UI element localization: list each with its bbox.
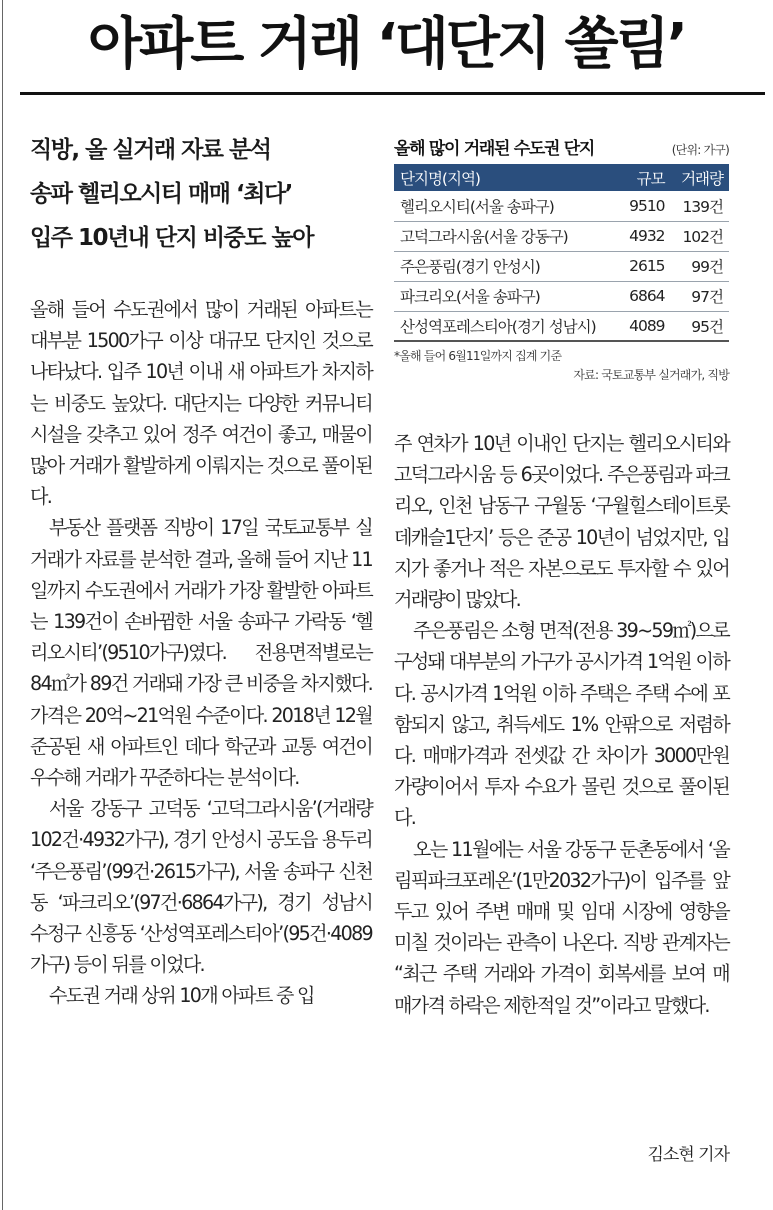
- stats-infobox: [394, 134, 729, 384]
- table-row: [394, 281, 729, 311]
- cell-size: 4089: [619, 311, 670, 341]
- column-header-size: 규모: [619, 164, 670, 191]
- infobox-unit: (단위: 가구): [671, 143, 729, 157]
- article-paragraph: 부동산 플랫폼 직방이 17일 국토교통부 실거래가 자료를 분석한 결과, 올해 들어 지난 11일까지 수도권에서 거래가 가장 활발한 아파트는 139건이 손바뀜한 서울 송파구 가락동 ‘헬리오시티’(9510가구)였다. 전용면적별로는 84㎡가 89건 거래돼 가장 큰 비중을 차지했다. 가격은 20억~21억원 수준이다. 2018년 12월 준공된 새 아파트인 데다 학군과 교통 여건이 우수해 거래가 꾸준하다는 분석이다.: [30, 516, 372, 790]
- table-row: [394, 191, 729, 221]
- page-left-rule: [2, 0, 3, 1210]
- infobox-source: 자료: 국토교통부 실거래가, 직방: [573, 368, 729, 382]
- table-row: [394, 221, 729, 251]
- stats-table: [394, 164, 729, 342]
- headline-divider: [20, 92, 765, 95]
- article-paragraph: 주은풍림은 소형 면적(전용 39~59㎡)으로 구성돼 대부분의 가구가 공시가격 1억원 이하다. 공시가격 1억원 이하 주택은 주택 수에 포함되지 않고, 취득세도 1% 안팎으로 저렴하다. 매매가격과 전셋값 간 차이가 3000만원가량이어서 투자 수요가 몰린 것으로 풀이된다.: [394, 619, 729, 830]
- article-paragraph: 올해 들어 수도권에서 많이 거래된 아파트는 대부분 1500가구 이상 대규모 단지인 것으로 나타났다. 입주 10년 이내 새 아파트가 차지하는 비중도 높았다. 대단지는 다양한 커뮤니티 시설을 갖추고 있어 정주 여건이 좋고, 매물이 많아 거래가 활발하게 이뤄지는 것으로 풀이된다.: [30, 298, 372, 509]
- cell-name: 고덕그라시움(서울 강동구): [394, 221, 619, 251]
- cell-name: 헬리오시티(서울 송파구): [394, 191, 619, 221]
- subheads: [30, 128, 370, 260]
- cell-volume: 95건: [671, 311, 729, 341]
- table-header-row: [394, 164, 729, 191]
- article-column-right: [394, 428, 729, 1021]
- subhead-2: 송파 헬리오시티 매매 ‘최다’: [30, 181, 292, 207]
- cell-size: 2615: [619, 251, 670, 281]
- infobox-header: [394, 134, 729, 164]
- cell-size: 4932: [619, 221, 670, 251]
- cell-volume: 99건: [671, 251, 729, 281]
- cell-name: 산성역포레스티아(경기 성남시): [394, 311, 619, 341]
- infobox-footnote: *올해 들어 6월11일까지 집계 기준: [394, 349, 562, 363]
- article-paragraph: 수도권 거래 상위 10개 아파트 중 입: [49, 984, 314, 1008]
- article-column-left: [30, 294, 372, 1012]
- subhead-1: 직방, 올 실거래 자료 분석: [30, 137, 271, 163]
- cell-volume: 102건: [671, 221, 729, 251]
- article-paragraph: 오는 11월에는 서울 강동구 둔촌동에서 ‘올림픽파크포레온’(1만2032가구)이 입주를 앞두고 있어 주변 매매 및 임대 시장에 영향을 미칠 것이라는 관측이 나온다. 직방 관계자는 “최근 주택 거래와 가격이 회복세를 보여 매매가격 하락은 제한적일 것”이라고 말했다.: [394, 837, 729, 1017]
- subhead-3: 입주 10년내 단지 비중도 높아: [30, 225, 313, 251]
- column-header-volume: 거래량: [671, 164, 729, 191]
- cell-size: 6864: [619, 281, 670, 311]
- table-row: [394, 311, 729, 341]
- cell-name: 파크리오(서울 송파구): [394, 281, 619, 311]
- column-header-name: 단지명(지역): [394, 164, 619, 191]
- cell-size: 9510: [619, 191, 670, 221]
- headline: 아파트 거래 ‘대단지 쏠림’: [88, 12, 685, 77]
- article-paragraph: 서울 강동구 고덕동 ‘고덕그라시움’(거래량 102건·4932가구), 경기 안성시 공도읍 용두리 ‘주은풍림’(99건·2615가구), 서울 송파구 신천동 ‘파크리오’(97건·6864가구), 경기 성남시 수정구 신흥동 ‘산성역포레스티아’(95건·4089가구) 등이 뒤를 이었다.: [30, 797, 372, 977]
- table-row: [394, 251, 729, 281]
- cell-name: 주은풍림(경기 안성시): [394, 251, 619, 281]
- byline: 김소현 기자: [647, 1145, 729, 1165]
- cell-volume: 139건: [671, 191, 729, 221]
- infobox-title: 올해 많이 거래된 수도권 단지: [394, 139, 594, 159]
- cell-volume: 97건: [671, 281, 729, 311]
- article-paragraph: 주 연차가 10년 이내인 단지는 헬리오시티와 고덕그라시움 등 6곳이었다. 주은풍림과 파크리오, 인천 남동구 구월동 ‘구월힐스테이트롯데캐슬1단지’ 등은 준공 10년이 넘었지만, 입지가 좋거나 적은 자본으로도 투자할 수 있어 거래량이 많았다.: [394, 432, 729, 612]
